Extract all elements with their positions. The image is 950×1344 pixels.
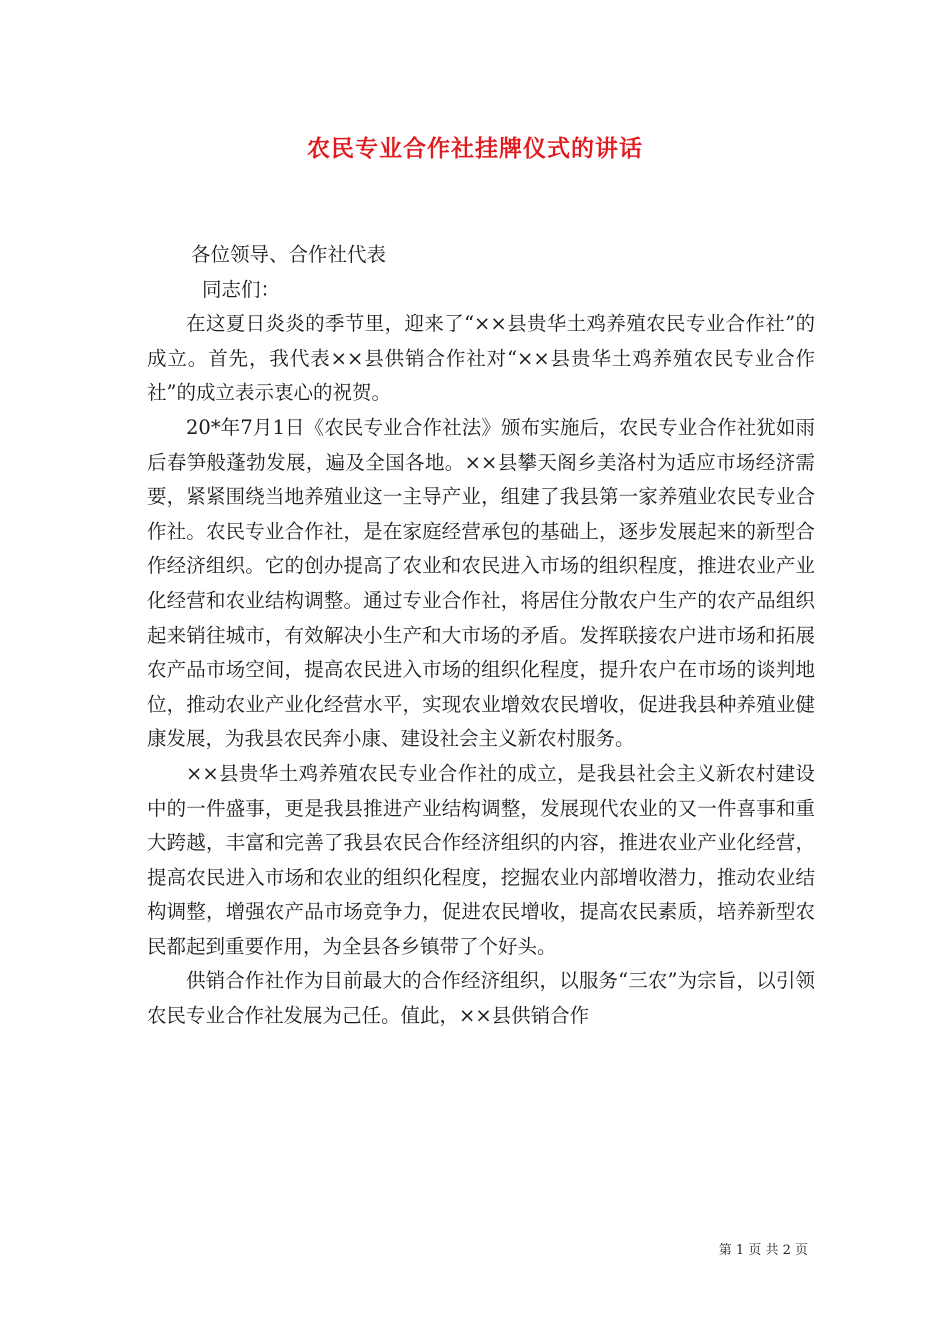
paragraph-3: ××县贵华土鸡养殖农民专业合作社的成立，是我县社会主义新农村建设中的一件盛事，更是我县推进产业结构调整，发展现代农业的又一件喜事和重大跨越，丰富和完善了我县农民合作经济组织的内容，推进农业产业化经营，提高农民进入市场和农业的组织化程度，挖掘农业内部增收潜力，推动农业结构调整，增强农产品市场竞争力，促进农民增收，提高农民素质，培养新型农民都起到重要作用，为全县各乡镇带了个好头。 xyxy=(147,761,815,958)
document-title: 农民专业合作社挂牌仪式的讲话 xyxy=(307,135,643,162)
paragraph-2: 20*年7月1日《农民专业合作社法》颁布实施后，农民专业合作社犹如雨后春笋般蓬勃发展，遍及全国各地。××县攀天阁乡美洛村为适应市场经济需要，紧紧围绕当地养殖业这一主导产业，组建了我县第一家养殖业农民专业合作社。农民专业合作社，是在家庭经营承包的基础上，逐步发展起来的新型合作经济组织。它的创办提高了农业和农民进入市场的组织程度，推进农业产业化经营和农业结构调整。通过专业合作社，将居住分散农户生产的农产品组织起来销往城市，有效解决小生产和大市场的矛盾。发挥联接农户进市场和拓展农产品市场空间，提高农民进入市场的组织化程度，提升农户在市场的谈判地位，推动农业产业化经营水平，实现农业增效农民增收，促进我县种养殖业健康发展，为我县农民奔小康、建设社会主义新农村服务。 xyxy=(147,415,815,751)
page-footer: 第 1 页 共 2 页 xyxy=(718,1243,808,1258)
paragraph-4: 供销合作社作为目前最大的合作经济组织，以服务“三农”为宗旨，以引领农民专业合作社发展为己任。值此，××县供销合作 xyxy=(147,969,815,1028)
document-body xyxy=(147,238,815,1034)
salutation: 各位领导、合作社代表 xyxy=(191,243,387,266)
paragraph-1: 在这夏日炎炎的季节里，迎来了“××县贵华土鸡养殖农民专业合作社”的成立。首先，我代表××县供销合作社对“××县贵华土鸡养殖农民专业合作社”的成立表示衷心的祝贺。 xyxy=(147,312,815,405)
greeting: 同志们： xyxy=(202,277,281,301)
